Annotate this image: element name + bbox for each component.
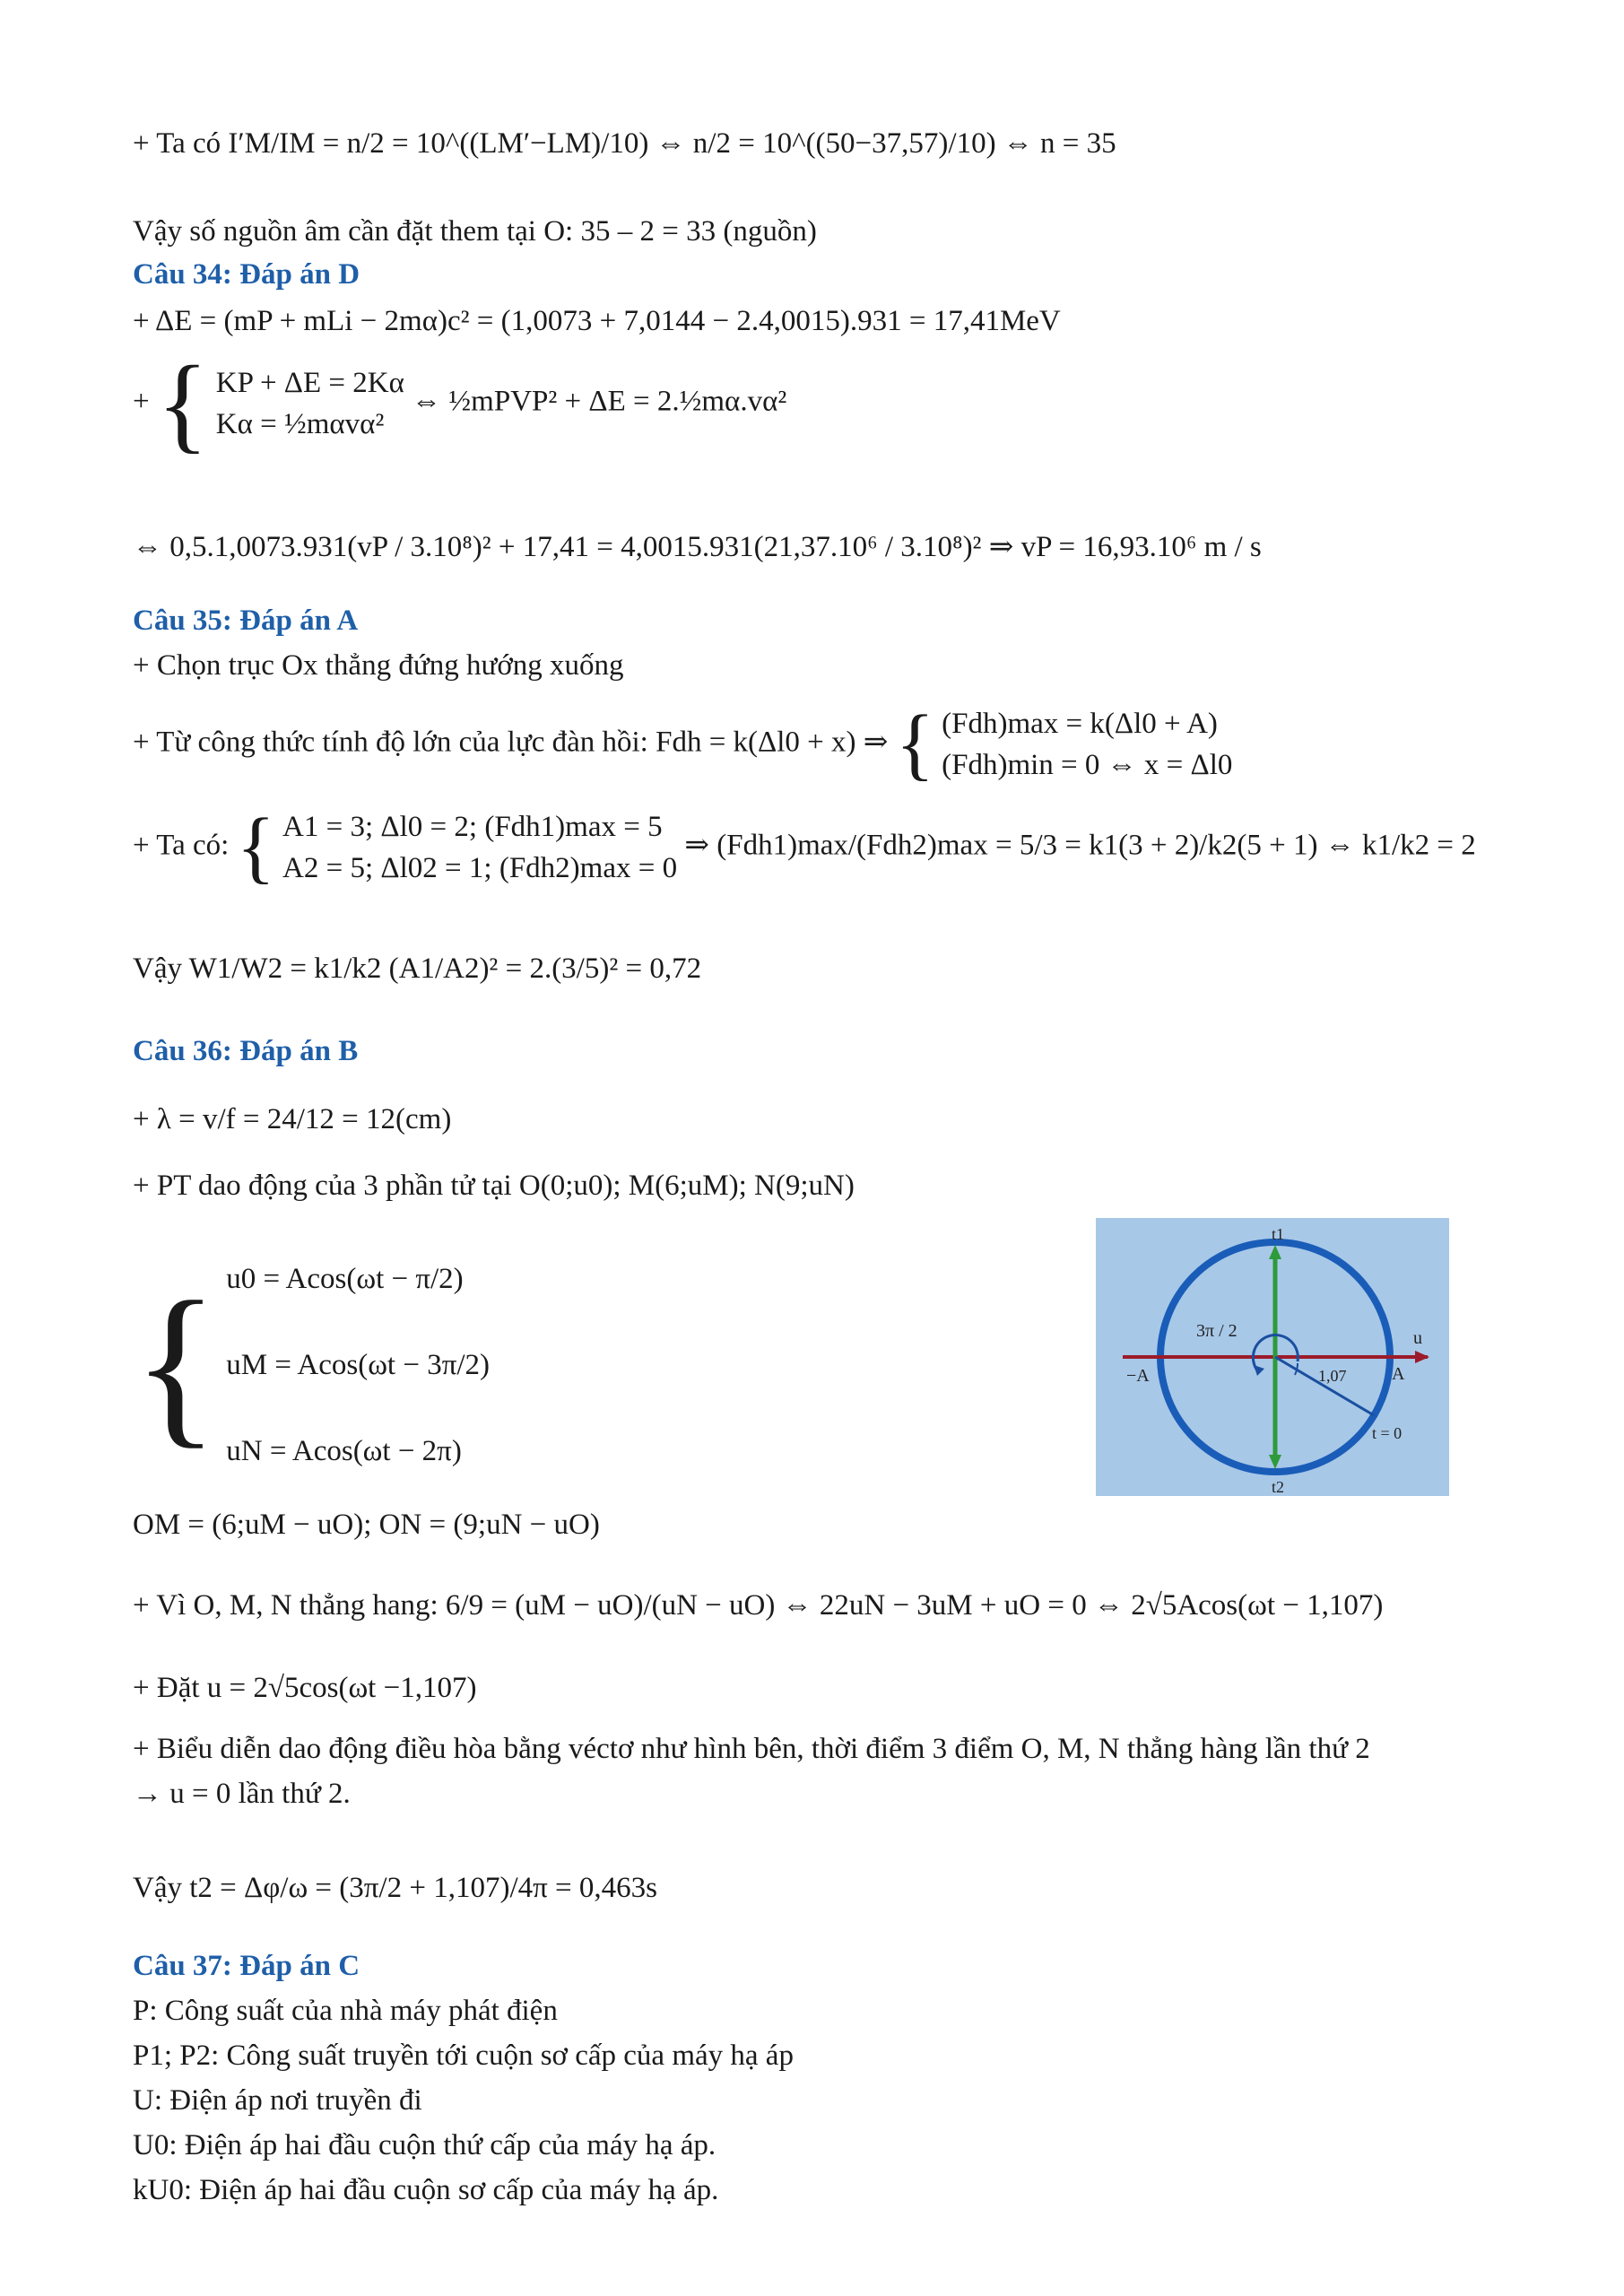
fdh-min: (Fdh)min = 0 ⇔ x = Δl0 — [942, 749, 1233, 781]
label-3pi-2: 3π / 2 — [1196, 1321, 1238, 1341]
heading-cau-36: Câu 36: Đáp án B — [133, 1035, 359, 1067]
line-chon-truc: + Chọn trục Ox thẳng đứng hướng xuống — [133, 649, 624, 682]
formula-energy-ratio: Vậy W1/W2 = k1/k2 (A1/A2)² = 2.(3/5)² = 0,72 — [133, 952, 702, 985]
system-row-1: KP + ΔE = 2Kα — [215, 367, 404, 399]
line-luc-dan-hoi: + Từ công thức tính độ lớn của lực đàn hồi: Fdh = k(Δl0 + x) ⇒ { (Fdh)max = k(Δl0 + A) (Fdh)min = 0 ⇔ x = Δl0 — [133, 700, 1233, 788]
label-t0: t = 0 — [1372, 1424, 1403, 1442]
label-t1: t1 — [1272, 1225, 1285, 1243]
eq-u0: u0 = Acos(ωt − π/2) — [226, 1263, 464, 1295]
formula-delta-e: + ΔE = (mP + mLi − 2mα)c² = (1,0073 + 7,0144 − 2.4,0015).931 = 17,41MeV — [133, 305, 1061, 337]
line-pt-dao-dong: + PT dao động của 3 phần tử tại O(0;u0); M(6;uM); N(9;uN) — [133, 1170, 855, 1202]
heading-cau-35: Câu 35: Đáp án A — [133, 604, 359, 637]
label-u: u — [1413, 1328, 1422, 1348]
formula-velocity: ⇔ 0,5.1,0073.931(vP / 3.10⁸)² + 17,41 = 4,0015.931(21,37.10⁶ / 3.10⁸)² ⇒ vP = 16,93.10⁶ m / s — [133, 531, 1262, 563]
def-ku0: kU0: Điện áp hai đầu cuộn sơ cấp của máy hạ áp. — [133, 2174, 719, 2206]
label-a: A — [1392, 1364, 1405, 1384]
formula-intensity: I′M/IM = n/2 = 10^((LM′−LM)/10) ⇔ n/2 = 10^((50−37,57)/10) ⇔ n = 35 — [228, 127, 1116, 160]
line-so-nguon: Vậy số nguồn âm cần đặt them tại O: 35 – 2 = 33 (nguồn) — [133, 215, 817, 248]
system-oscillation: { u0 = Acos(ωt − π/2) uM = Acos(ωt − 3π/2) uN = Acos(ωt − 2π) — [133, 1236, 490, 1494]
label-t2: t2 — [1272, 1478, 1285, 1496]
heading-cau-34: Câu 34: Đáp án D — [133, 258, 360, 291]
line-ta-co-intensity: + Ta có I′M/IM = n/2 = 10^((LM′−LM)/10) ⇔ n/2 = 10^((50−37,57)/10) ⇔ n = 35 — [133, 127, 1116, 160]
line-ta-co-spring: + Ta có: { A1 = 3; Δl0 = 2; (Fdh1)max = 5 A2 = 5; Δl02 = 1; (Fdh2)max = 0 ⇒ (Fdh1)max/(Fdh2)max = 5/3 = k1(3 + 2)/k2(5 + 1) ⇔ k1/k2 = 2 — [133, 803, 1476, 891]
def-u: U: Điện áp nơi truyền đi — [133, 2084, 422, 2117]
formula-lambda: + λ = v/f = 24/12 = 12(cm) — [133, 1103, 452, 1135]
spring-row-2: A2 = 5; Δl02 = 1; (Fdh2)max = 0 — [282, 852, 678, 884]
formula-t2: Vậy t2 = Δφ/ω = (3π/2 + 1,107)/4π = 0,463s — [133, 1872, 657, 1904]
fdh-max: (Fdh)max = k(Δl0 + A) — [942, 708, 1218, 740]
label-1-07: 1,07 — [1318, 1367, 1347, 1385]
phasor-diagram — [1096, 1218, 1449, 1496]
line-bieu-dien: + Biểu diễn dao động điều hòa bằng véctơ như hình bên, thời điểm 3 điểm O, M, N thẳng hàng lần thứ 2 — [133, 1733, 1370, 1765]
left-brace: { — [156, 344, 209, 463]
def-p: P: Công suất của nhà máy phát điện — [133, 1995, 558, 2027]
system-energy: + { KP + ΔE = 2Kα Kα = ½mαvα² ⇔ ½mPVP² + ΔE = 2.½mα.vα² — [133, 344, 787, 463]
formula-collinear: + Vì O, M, N thẳng hang: 6/9 = (uM − uO)/(uN − uO) ⇔ 22uN − 3uM + uO = 0 ⇔ 2√5Acos(ωt − 1,107) — [133, 1589, 1384, 1622]
formula-dat-u: + Đặt u = 2√5cos(ωt −1,107) — [133, 1672, 477, 1704]
eq-um: uM = Acos(ωt − 3π/2) — [226, 1349, 491, 1381]
system-row-2: Kα = ½mαvα² — [215, 408, 385, 440]
heading-cau-37: Câu 37: Đáp án C — [133, 1950, 360, 1982]
formula-k-ratio: ⇒ (Fdh1)max/(Fdh2)max = 5/3 = k1(3 + 2)/k2(5 + 1) ⇔ k1/k2 = 2 — [684, 829, 1476, 862]
spring-row-1: A1 = 3; Δl0 = 2; (Fdh1)max = 5 — [282, 811, 663, 843]
formula-energy-balance: ⇔ ½mPVP² + ΔE = 2.½mα.vα² — [412, 385, 787, 418]
def-u0: U0: Điện áp hai đầu cuộn thứ cấp của máy hạ áp. — [133, 2129, 716, 2161]
label-minus-a: −A — [1126, 1366, 1150, 1386]
formula-vectors: OM = (6;uM − uO); ON = (9;uN − uO) — [133, 1509, 600, 1541]
def-p1-p2: P1; P2: Công suất truyền tới cuộn sơ cấp của máy hạ áp — [133, 2039, 794, 2072]
line-u-zero: → u = 0 lần thứ 2. — [133, 1778, 351, 1810]
eq-un: uN = Acos(ωt − 2π) — [226, 1435, 462, 1467]
